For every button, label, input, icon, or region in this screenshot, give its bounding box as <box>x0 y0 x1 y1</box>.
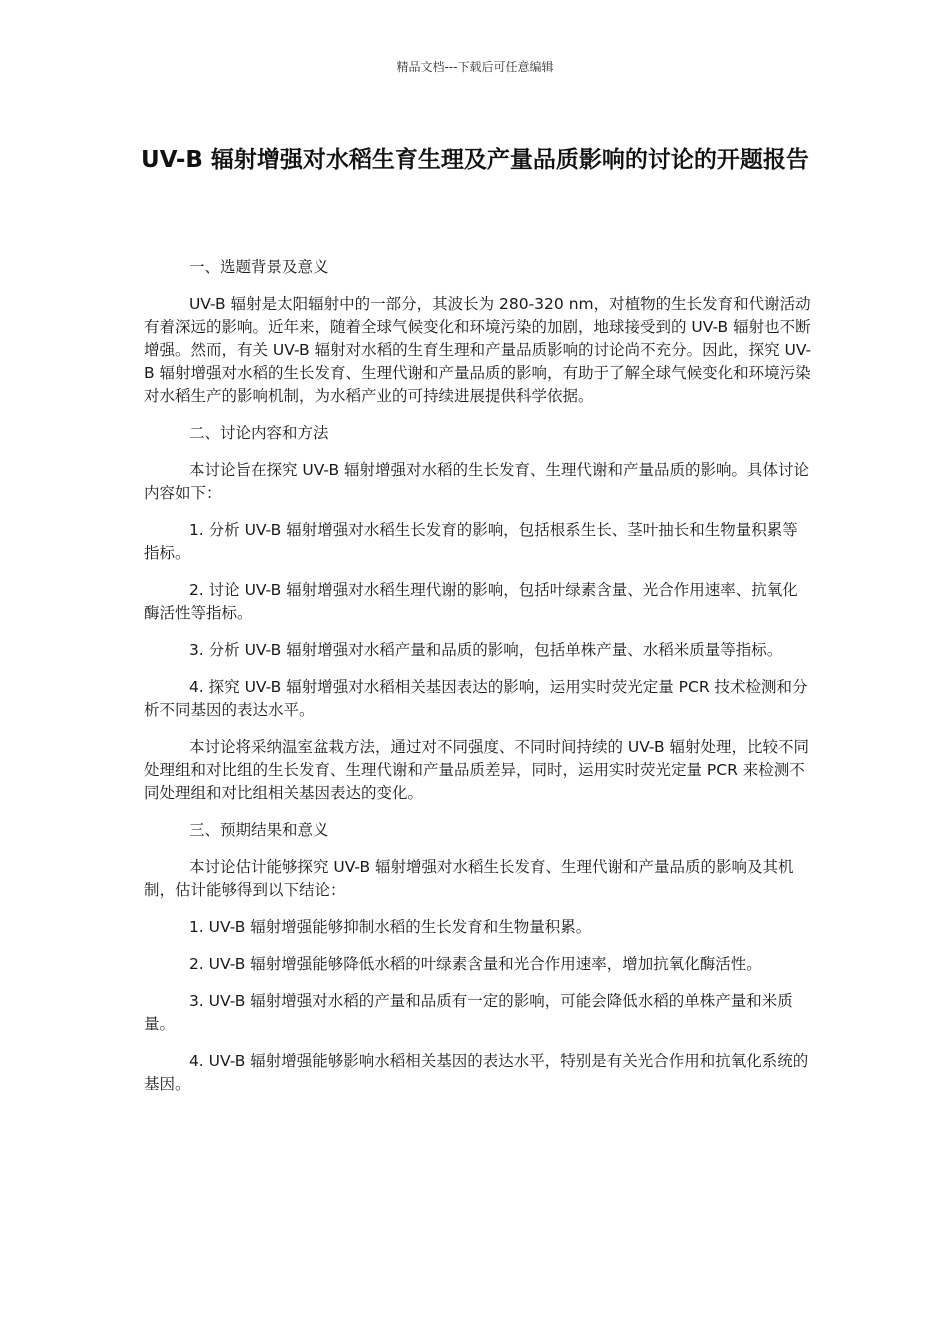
page-header: 精品文档---下载后可任意编辑 <box>396 60 554 74</box>
section-heading-results: 三、预期结果和意义 <box>188 821 329 839</box>
list-item-content-4: 4. 探究 UV-B 辐射增强对水稻相关基因表达的影响，运用实时荧光定量 PCR 技术检测和分析不同基因的表达水平。 <box>144 678 808 719</box>
list-item-result-3: 3. UV-B 辐射增强对水稻的产量和品质有一定的影响，可能会降低水稻的单株产量和米质量。 <box>144 992 793 1033</box>
paragraph-background: UV-B 辐射是太阳辐射中的一部分，其波长为 280-320 nm，对植物的生长发育和代谢活动有着深远的影响。近年来，随着全球气候变化和环境污染的加剧，地球接受到的 UV-B 辐射也不断增强。然而，有关 UV-B 辐射对水稻的生育生理和产量品质影响的讨论尚不充分。因此，探究 UV-B 辐射增强对水稻的生长发育、生理代谢和产量品质的影响，有助于了解全球气候变化和环境污染对水稻生产的影响机制，为水稻产业的可持续进展提供科学依据。 <box>144 295 812 405</box>
paragraph-methods-approach: 本讨论将采纳温室盆栽方法，通过对不同强度、不同时间持续的 UV-B 辐射处理，比较不同处理组和对比组的生长发育、生理代谢和产量品质差异，同时，运用实时荧光定量 PCR 来检测不同处理组和对比组相关基因表达的变化。 <box>144 738 810 802</box>
list-item-content-1: 1. 分析 UV-B 辐射增强对水稻生长发育的影响，包括根系生长、茎叶抽长和生物量积累等指标。 <box>144 521 798 562</box>
document-body <box>144 256 812 1110</box>
paragraph-methods-intro: 本讨论旨在探究 UV-B 辐射增强对水稻的生长发育、生理代谢和产量品质的影响。具体讨论内容如下： <box>144 461 810 502</box>
list-item-result-1: 1. UV-B 辐射增强能够抑制水稻的生长发育和生物量积累。 <box>188 918 592 936</box>
list-item-result-2: 2. UV-B 辐射增强能够降低水稻的叶绿素含量和光合作用速率，增加抗氧化酶活性。 <box>188 955 762 973</box>
section-heading-methods: 二、讨论内容和方法 <box>188 424 329 442</box>
list-item-content-3: 3. 分析 UV-B 辐射增强对水稻产量和品质的影响，包括单株产量、水稻米质量等指标。 <box>188 641 783 659</box>
list-item-result-4: 4. UV-B 辐射增强能够影响水稻相关基因的表达水平，特别是有关光合作用和抗氧化系统的基因。 <box>144 1052 809 1093</box>
list-item-content-2: 2. 讨论 UV-B 辐射增强对水稻生理代谢的影响，包括叶绿素含量、光合作用速率、抗氧化酶活性等指标。 <box>144 581 798 622</box>
section-heading-background: 一、选题背景及意义 <box>188 258 329 276</box>
document-title: UV-B 辐射增强对水稻生育生理及产量品质影响的讨论的开题报告 <box>141 147 809 173</box>
paragraph-results-intro: 本讨论估计能够探究 UV-B 辐射增强对水稻生长发育、生理代谢和产量品质的影响及其机制，估计能够得到以下结论： <box>144 858 794 899</box>
